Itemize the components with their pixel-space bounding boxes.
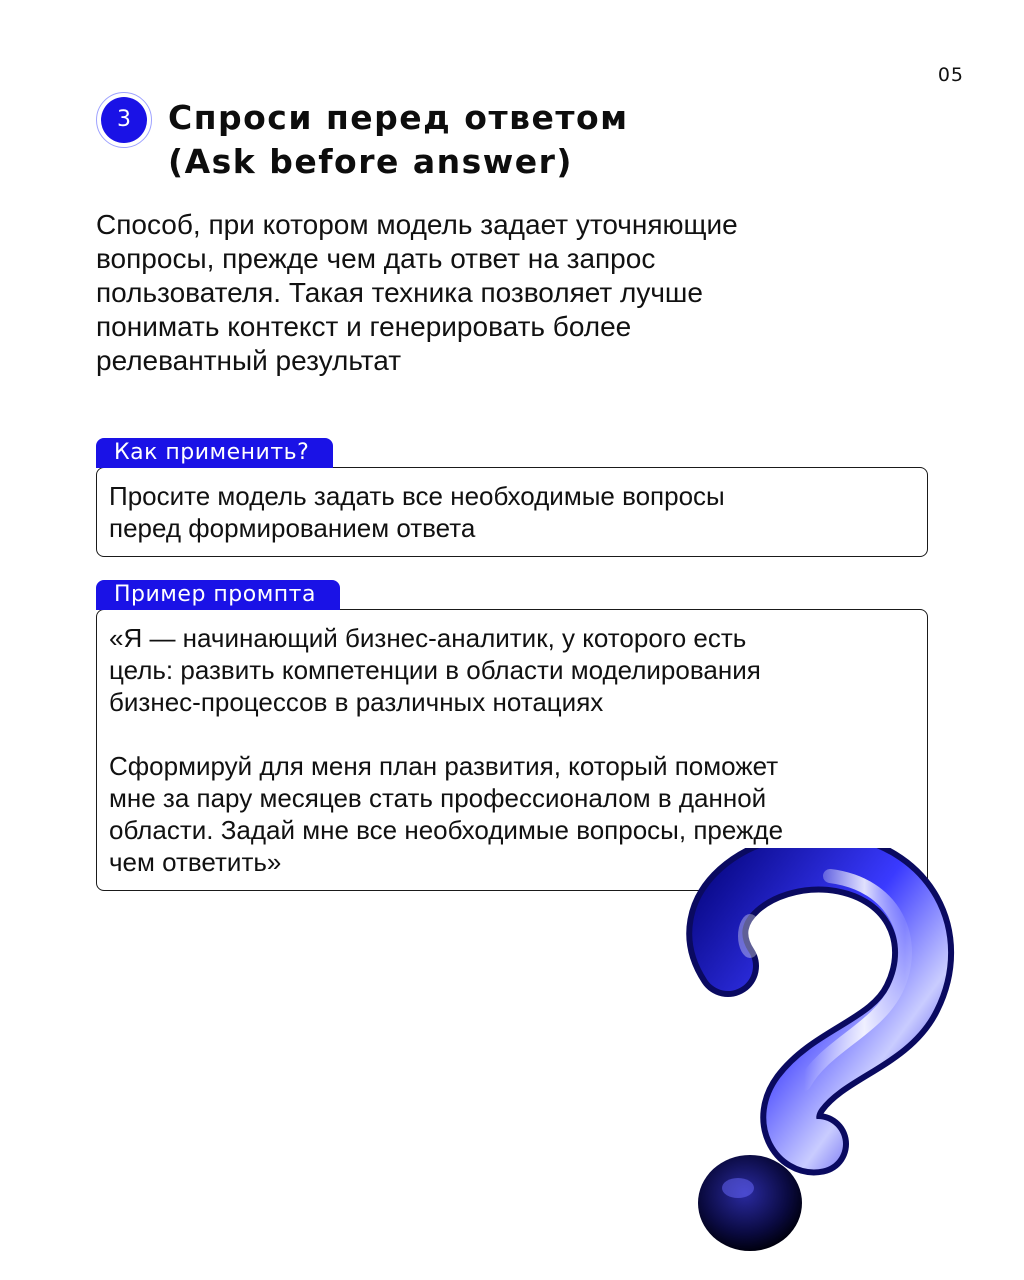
how-to-text — [109, 480, 915, 544]
title-line: Спроси перед ответом — [168, 98, 629, 137]
intro-text — [96, 208, 916, 378]
how-to-box — [96, 467, 928, 557]
intro-line: релевантный результат — [96, 345, 402, 376]
intro-line: понимать контекст и генерировать более — [96, 311, 632, 342]
title-line: (Ask before answer) — [168, 142, 574, 181]
example-line: «Я — начинающий бизнес-аналитик, у которого есть — [109, 623, 747, 653]
how-to-label: Как применить? — [96, 438, 333, 468]
example-line: мне за пару месяцев стать профессионалом в данной — [109, 783, 767, 813]
example-paragraph — [109, 622, 915, 718]
how-to-line: Просите модель задать все необходимые вопросы — [109, 481, 725, 511]
example-line: области. Задай мне все необходимые вопросы, прежде — [109, 815, 784, 845]
step-number: 3 — [101, 97, 147, 143]
example-line: чем ответить» — [109, 847, 282, 877]
example-line: бизнес-процессов в различных нотациях — [109, 687, 604, 717]
question-mark-icon — [680, 848, 960, 1268]
intro-line: Способ, при котором модель задает уточняющие — [96, 209, 738, 240]
example-section — [96, 580, 928, 891]
step-number-badge — [96, 92, 152, 148]
page-title — [168, 96, 868, 184]
intro-line: вопросы, прежде чем дать ответ на запрос — [96, 243, 656, 274]
example-line: цель: развить компетенции в области моделирования — [109, 655, 761, 685]
how-to-section — [96, 438, 928, 557]
intro-line: пользователя. Такая техника позволяет лучше — [96, 277, 703, 308]
how-to-line: перед формированием ответа — [109, 513, 476, 543]
page-number: 05 — [937, 64, 964, 86]
example-line: Сформируй для меня план развития, который поможет — [109, 751, 779, 781]
example-label: Пример промпта — [96, 580, 340, 610]
